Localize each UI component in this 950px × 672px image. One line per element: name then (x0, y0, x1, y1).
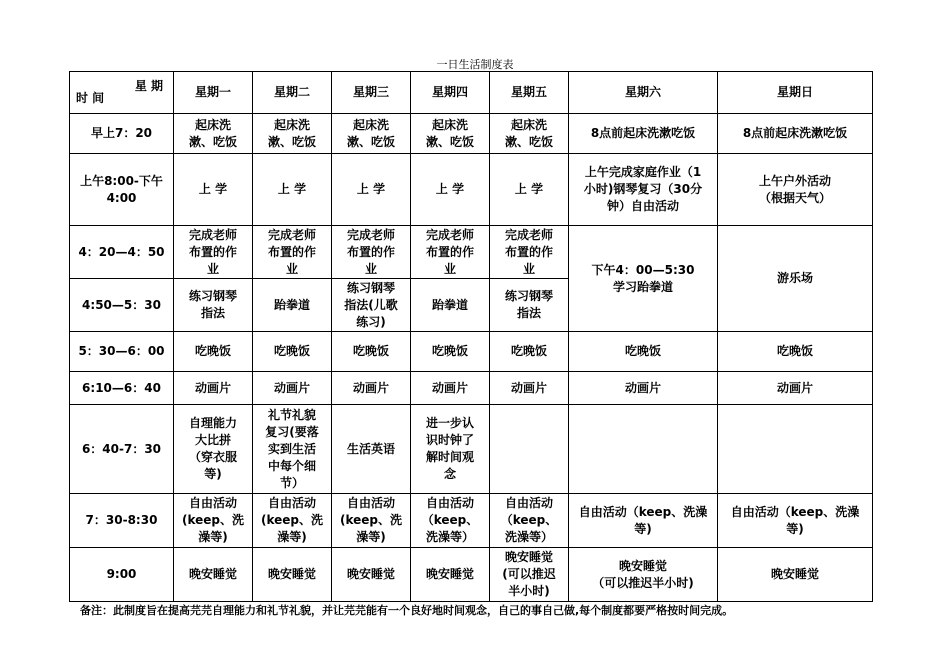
cell-line: 解时间观 (425, 450, 474, 464)
cell-lines (334, 117, 408, 151)
cell-line: 指法 (200, 306, 225, 320)
activity-cell (569, 494, 718, 548)
cell-line: 半小时) (508, 584, 550, 598)
cell-lines (413, 117, 487, 151)
activity-cell (174, 279, 253, 332)
cell-line: (keep、洗 (260, 513, 323, 527)
cell-line: 下午4：00—5:30 (591, 262, 695, 277)
activity-cell: 晚安睡觉 (718, 548, 873, 602)
activity-cell (490, 279, 569, 332)
activity-cell (411, 114, 490, 154)
time-cell: 6：40-7：30 (70, 405, 174, 494)
activity-cell (490, 226, 569, 279)
cell-line: 完成老师 (188, 227, 237, 242)
activity-cell (332, 226, 411, 279)
activity-cell (253, 226, 332, 279)
cell-line: 澡等) (198, 530, 228, 544)
activity-cell (490, 405, 569, 494)
activity-cell (174, 405, 253, 494)
table-row (70, 372, 873, 405)
cell-lines (176, 415, 250, 483)
cell-line: 练习钢琴 (504, 289, 553, 303)
activity-cell: 动画片 (174, 372, 253, 405)
cell-lines (334, 280, 408, 331)
cell-lines (255, 407, 329, 492)
activity-cell: 动画片 (253, 372, 332, 405)
cell-line: 4:00 (106, 190, 137, 205)
activity-cell: 动画片 (411, 372, 490, 405)
activity-cell: 吃晚饭 (253, 332, 332, 372)
cell-line: 指法 (516, 306, 541, 320)
cell-lines (176, 227, 250, 278)
cell-line: 布置的作 (346, 244, 395, 259)
cell-line: 起床洗 (194, 117, 231, 132)
cell-line: 布置的作 (267, 244, 316, 259)
cell-line: 实到生活 (267, 441, 316, 456)
activity-cell: 跆拳道 (411, 279, 490, 332)
activity-cell: 上 学 (332, 154, 411, 226)
cell-line: （keep、 (500, 513, 558, 527)
activity-cell: 晚安睡觉 (174, 548, 253, 602)
activity-cell (253, 494, 332, 548)
cell-line: 自由活动 (267, 496, 316, 510)
cell-lines (492, 549, 566, 600)
header-day: 星期日 (718, 72, 873, 114)
activity-cell: 晚安睡觉 (332, 548, 411, 602)
activity-cell (174, 494, 253, 548)
activity-cell: 吃晚饭 (569, 332, 718, 372)
cell-lines (176, 288, 250, 322)
time-cell: 7：30-8:30 (70, 494, 174, 548)
header-day: 星期二 (253, 72, 332, 114)
cell-line: (可以推迟 (502, 567, 556, 581)
activity-cell (411, 405, 490, 494)
cell-line: 上午8:00-下午 (80, 173, 163, 188)
cell-lines (720, 504, 870, 538)
activity-cell: 动画片 (490, 372, 569, 405)
cell-line: 自由活动 (188, 496, 237, 510)
cell-line: 洗澡等） (504, 530, 553, 544)
header-row (70, 72, 873, 114)
cell-line: （穿衣服 (188, 450, 237, 464)
cell-line: 自由活动 (504, 496, 553, 510)
cell-line: 节） (279, 475, 304, 490)
cell-lines (571, 504, 715, 538)
cell-line: 完成老师 (425, 227, 474, 242)
time-cell: 6:10—6：40 (70, 372, 174, 405)
activity-cell: 动画片 (332, 372, 411, 405)
cell-line: 等) (634, 521, 652, 536)
cell-line: 布置的作 (425, 244, 474, 259)
activity-cell (253, 114, 332, 154)
cell-line: 业 (206, 261, 219, 276)
cell-line: （keep、 (421, 513, 479, 527)
activity-cell (174, 114, 253, 154)
cell-line: 起床洗 (352, 117, 389, 132)
activity-cell (718, 154, 873, 226)
activity-cell: 晚安睡觉 (411, 548, 490, 602)
cell-lines (255, 117, 329, 151)
cell-lines (72, 173, 171, 207)
cell-lines (255, 227, 329, 278)
activity-cell (569, 548, 718, 602)
cell-lines (492, 495, 566, 546)
cell-line: 布置的作 (504, 244, 553, 259)
activity-cell: 8点前起床洗漱吃饭 (718, 114, 873, 154)
cell-line: 礼节礼貌 (267, 407, 316, 422)
time-cell: 早上7：20 (70, 114, 174, 154)
time-cell: 9:00 (70, 548, 174, 602)
cell-line: 等) (204, 467, 222, 481)
cell-line: 完成老师 (504, 227, 553, 242)
cell-line: 练习) (356, 314, 386, 329)
cell-line: (keep、洗 (339, 513, 402, 527)
cell-lines (571, 558, 715, 592)
cell-lines (413, 227, 487, 278)
activity-cell: 8点前起床洗漱吃饭 (569, 114, 718, 154)
cell-line: （可以推迟半小时) (592, 575, 694, 590)
activity-cell: 跆拳道 (253, 279, 332, 332)
activity-cell (490, 494, 569, 548)
cell-line: 小时)钢琴复习（30分 (583, 182, 703, 196)
cell-line: 大比拼 (194, 433, 231, 447)
activity-cell: 上 学 (253, 154, 332, 226)
corner-cell (70, 72, 174, 114)
cell-lines (492, 227, 566, 278)
cell-line: 晚安睡觉 (618, 558, 667, 573)
activity-cell: 晚安睡觉 (253, 548, 332, 602)
activity-cell-merged (569, 226, 718, 332)
activity-cell (490, 548, 569, 602)
cell-line: 自由活动（keep、洗澡 (730, 504, 860, 519)
cell-line: 漱、吃饭 (188, 134, 237, 149)
activity-cell (411, 226, 490, 279)
cell-line: 漱、吃饭 (504, 134, 553, 149)
cell-line: 练习钢琴 (346, 280, 395, 295)
cell-line: (keep、洗 (181, 513, 244, 527)
cell-line: 晚安睡觉 (504, 550, 553, 564)
cell-line: 完成老师 (267, 227, 316, 242)
cell-lines (571, 164, 715, 215)
activity-cell: 吃晚饭 (174, 332, 253, 372)
cell-line: 漱、吃饭 (346, 134, 395, 149)
cell-line: 进一步认 (425, 416, 474, 430)
footnote: 备注：此制度旨在提高芫芫自理能力和礼节礼貌，并让芫芫能有一个良好地时间观念，自己的事自己做,每个制度都要严格按时间完成。 (80, 604, 734, 617)
time-cell (70, 154, 174, 226)
activity-cell (332, 279, 411, 332)
cell-line: 自理能力 (188, 416, 237, 430)
activity-cell: 吃晚饭 (332, 332, 411, 372)
cell-line: 练习钢琴 (188, 289, 237, 303)
cell-line: 中每个细 (267, 458, 316, 473)
cell-line: 自由活动（keep、洗澡 (578, 504, 708, 519)
cell-lines (176, 117, 250, 151)
cell-line: 学习跆拳道 (612, 279, 673, 294)
time-cell: 5：30—6：00 (70, 332, 174, 372)
cell-lines (413, 495, 487, 546)
cell-lines (334, 227, 408, 278)
cell-line: 洗澡等） (425, 530, 474, 544)
cell-line: 等) (786, 521, 804, 536)
cell-line: 业 (285, 261, 298, 276)
activity-cell: 上 学 (490, 154, 569, 226)
time-cell: 4:50—5：30 (70, 279, 174, 332)
activity-cell: 吃晚饭 (411, 332, 490, 372)
activity-cell: 上 学 (411, 154, 490, 226)
cell-lines (571, 262, 715, 296)
cell-line: 自由活动 (425, 496, 474, 510)
cell-line: 念 (443, 467, 456, 481)
corner-weekday-label: 星 期 (134, 79, 163, 93)
cell-line: 业 (443, 261, 456, 276)
corner-time-label: 时 间 (76, 91, 105, 105)
cell-lines (492, 288, 566, 322)
table-row (70, 226, 873, 279)
activity-cell: 吃晚饭 (718, 332, 873, 372)
cell-line: 业 (522, 261, 535, 276)
activity-cell (490, 114, 569, 154)
activity-cell (569, 405, 718, 494)
activity-cell (332, 114, 411, 154)
table-row (70, 332, 873, 372)
cell-lines (720, 173, 870, 207)
cell-line: 自由活动 (346, 496, 395, 510)
activity-cell (174, 226, 253, 279)
activity-cell (569, 154, 718, 226)
table-row (70, 548, 873, 602)
cell-line: 漱、吃饭 (267, 134, 316, 149)
cell-line: 起床洗 (273, 117, 310, 132)
activity-cell (332, 494, 411, 548)
activity-cell (718, 494, 873, 548)
cell-line: 业 (364, 261, 377, 276)
table-row (70, 154, 873, 226)
table-row (70, 114, 873, 154)
cell-line: （根据天气） (758, 190, 831, 205)
cell-line: 布置的作 (188, 244, 237, 259)
cell-line: 识时钟了 (425, 433, 474, 447)
cell-line: 起床洗 (431, 117, 468, 132)
activity-cell-merged: 游乐场 (718, 226, 873, 332)
cell-line: 澡等) (356, 530, 386, 544)
cell-lines (334, 495, 408, 546)
cell-line: 复习(要落 (265, 424, 319, 439)
cell-line: 起床洗 (510, 117, 547, 132)
header-day: 星期四 (411, 72, 490, 114)
activity-cell: 动画片 (569, 372, 718, 405)
activity-cell (253, 405, 332, 494)
table-row (70, 494, 873, 548)
activity-cell (411, 494, 490, 548)
cell-line: 完成老师 (346, 227, 395, 242)
header-day: 星期三 (332, 72, 411, 114)
cell-lines (413, 415, 487, 483)
activity-cell: 上 学 (174, 154, 253, 226)
header-day: 星期一 (174, 72, 253, 114)
activity-cell: 吃晚饭 (490, 332, 569, 372)
cell-line: 漱、吃饭 (425, 134, 474, 149)
cell-lines (255, 495, 329, 546)
page-title: 一日生活制度表 (436, 58, 514, 71)
cell-line: 上午完成家庭作业（1 (584, 165, 702, 179)
cell-line: 指法(儿歌 (344, 297, 398, 312)
activity-cell: 生活英语 (332, 405, 411, 494)
table-row (70, 405, 873, 494)
activity-cell (718, 405, 873, 494)
schedule-table (69, 71, 873, 602)
cell-lines (492, 117, 566, 151)
cell-line: 澡等) (277, 530, 307, 544)
cell-lines (176, 495, 250, 546)
header-day: 星期五 (490, 72, 569, 114)
cell-line: 上午户外活动 (758, 173, 831, 188)
cell-line: 钟）自由活动 (606, 199, 679, 213)
time-cell: 4：20—4：50 (70, 226, 174, 279)
header-day: 星期六 (569, 72, 718, 114)
activity-cell: 动画片 (718, 372, 873, 405)
